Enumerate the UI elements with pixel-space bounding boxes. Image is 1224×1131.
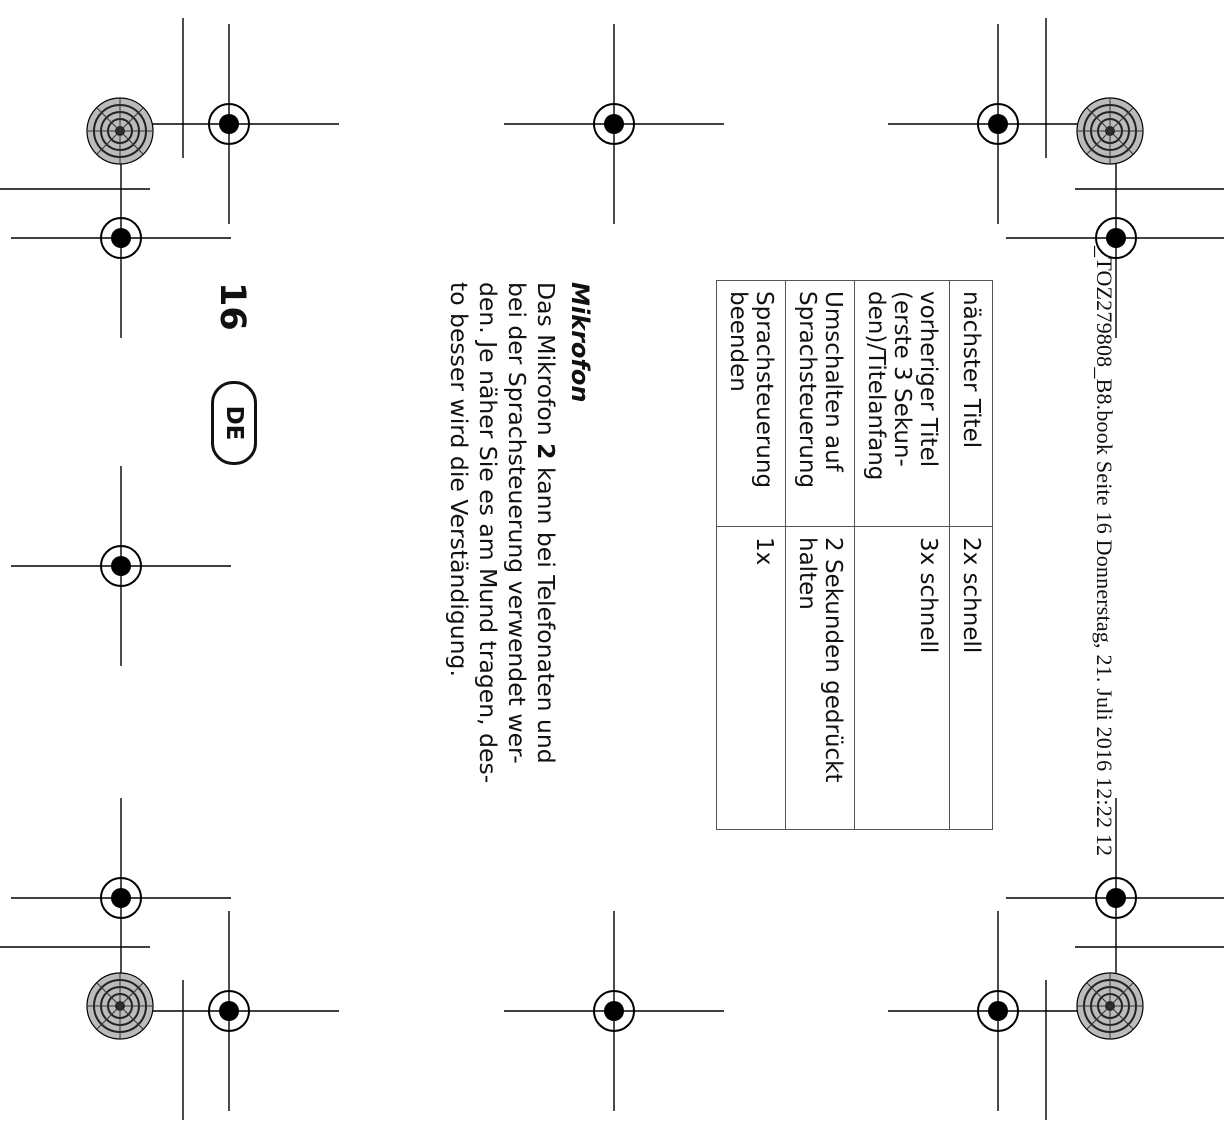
registration-mark — [11, 466, 231, 666]
body-line: bei der Sprachsteuerung verwendet wer- — [503, 282, 531, 764]
registration-mark — [888, 911, 1108, 1111]
cell-line: 1x — [751, 537, 777, 566]
table-row — [950, 281, 993, 830]
header-slug: _TOZ279808_B8.book Seite 16 Donnerstag, 21. Juli 2016 12:22 12 — [1092, 246, 1117, 857]
cell-line: Sprachsteuerung — [794, 291, 820, 489]
cell-line: 2 Sekunden gedrückt — [820, 537, 846, 783]
cell-line: 2x schnell — [958, 537, 984, 654]
corner-star-mark — [1077, 973, 1143, 1039]
registration-mark — [11, 138, 231, 338]
cell-line: den)/Titelanfang — [863, 291, 889, 481]
page-number: 16 — [212, 282, 252, 331]
crop-marks — [0, 18, 1224, 1120]
cell-line: 3x schnell — [915, 537, 941, 654]
reference-number: 2 — [532, 443, 560, 460]
instruction-table-wrap — [716, 280, 993, 830]
table-cell-action — [717, 281, 786, 527]
registration-mark — [11, 798, 231, 998]
table-row — [717, 281, 786, 830]
cell-line: (erste 3 Sekun- — [889, 291, 915, 467]
table-cell-action — [950, 281, 993, 527]
table-row — [855, 281, 950, 830]
instruction-table — [716, 280, 993, 830]
section-body — [444, 282, 560, 783]
cell-line: nächster Titel — [958, 291, 984, 449]
table-cell-operation — [717, 527, 786, 830]
table-cell-action — [855, 281, 950, 527]
table-cell-action — [786, 281, 855, 527]
corner-star-mark — [87, 98, 153, 164]
cell-line: vorheriger Titel — [915, 291, 941, 468]
body-line — [531, 282, 560, 783]
language-badge-wrap — [211, 381, 257, 465]
body-line: to besser wird die Verständigung. — [445, 282, 473, 677]
body-line: den. Je näher Sie es am Mund tragen, des- — [474, 282, 502, 784]
registration-mark — [504, 24, 724, 224]
cell-line: Umschalten auf — [820, 291, 846, 472]
registration-mark — [888, 24, 1108, 224]
corner-star-mark — [87, 973, 153, 1039]
language-badge: DE — [211, 381, 257, 465]
registration-mark — [504, 911, 724, 1111]
body-text-run: Das Mikrofon — [532, 282, 560, 444]
table-cell-operation — [786, 527, 855, 830]
cell-line: halten — [794, 537, 820, 610]
body-text-run: kann bei Telefonaten und — [532, 459, 560, 764]
cell-line: beenden — [725, 291, 751, 392]
table-row — [786, 281, 855, 830]
section-title: Mikrofon — [566, 282, 594, 403]
corner-star-mark — [1077, 98, 1143, 164]
cell-line: Sprachsteuerung — [751, 291, 777, 489]
table-cell-operation — [950, 527, 993, 830]
table-cell-operation — [855, 527, 950, 830]
